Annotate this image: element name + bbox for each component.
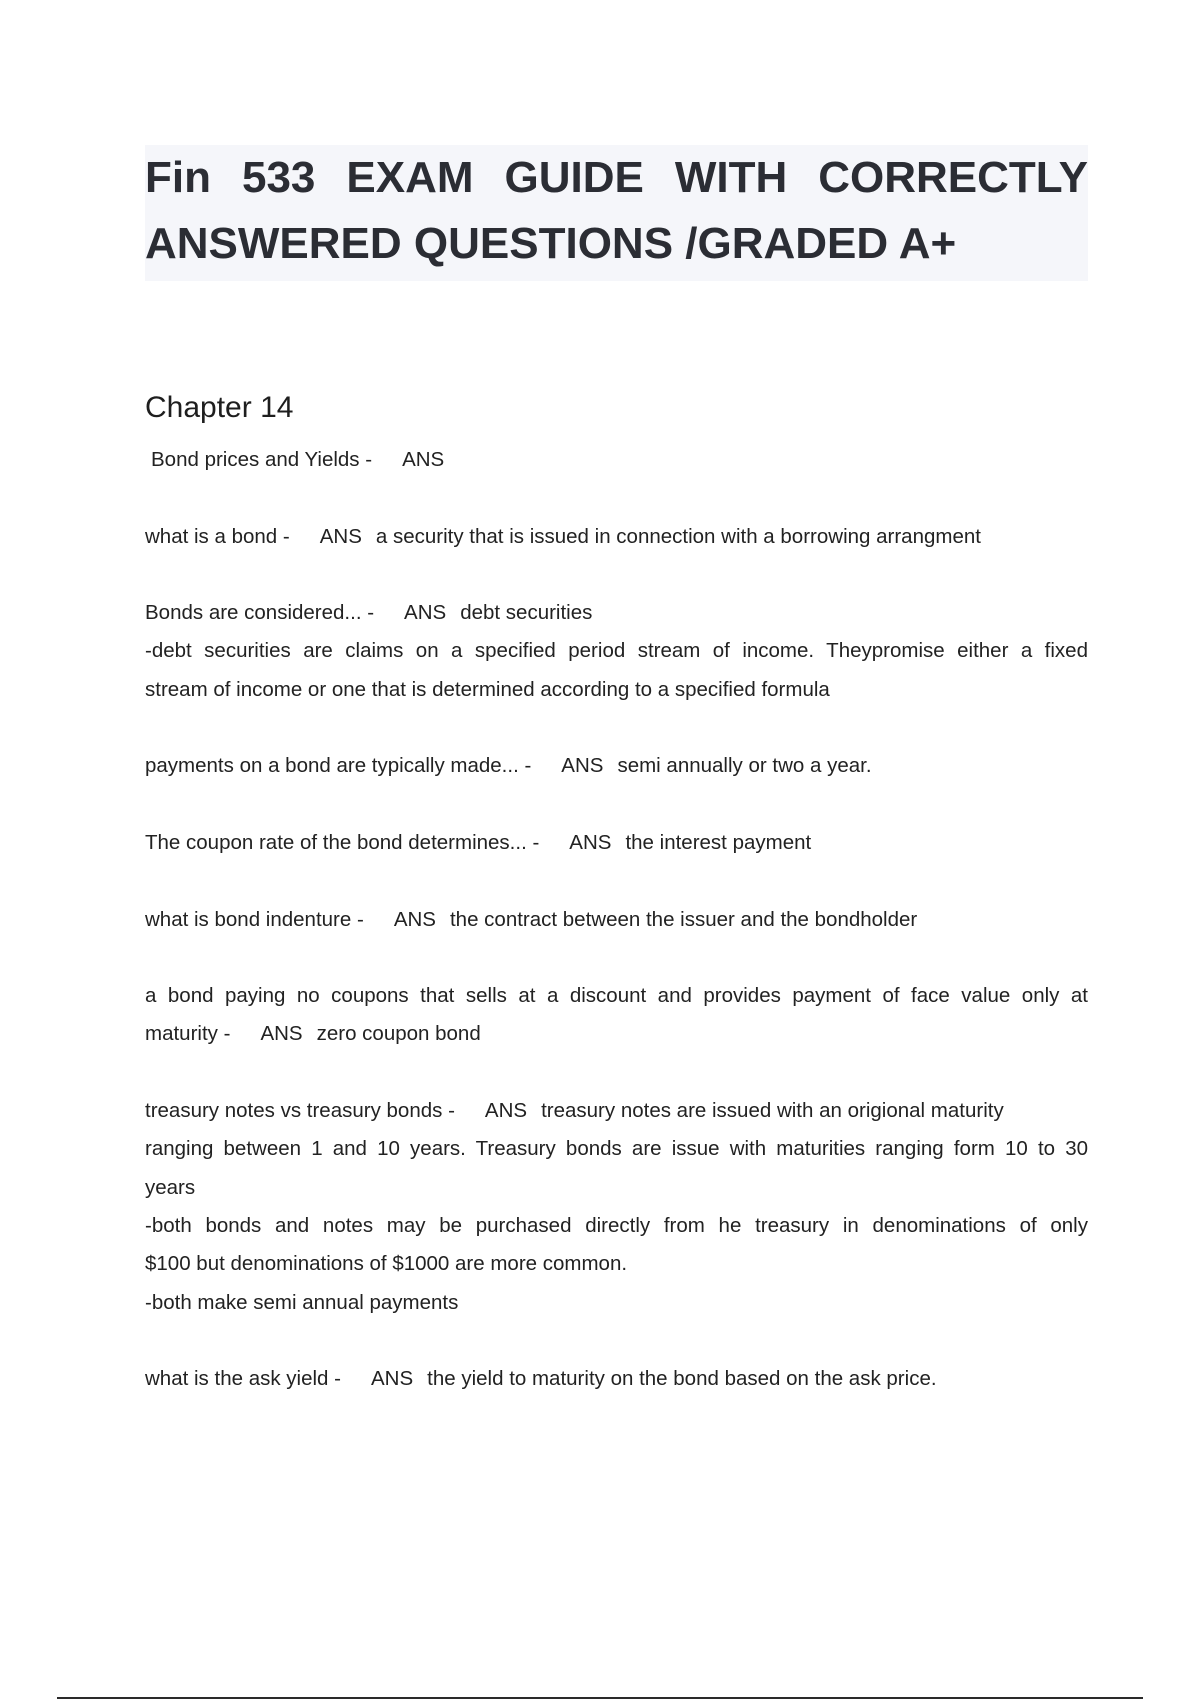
question-text: maturity - xyxy=(145,1022,231,1046)
question-text: Bond prices and Yields - xyxy=(151,448,373,471)
footer-divider xyxy=(57,1697,1143,1699)
ans-label: ANS xyxy=(370,1367,414,1391)
question-text: payments on a bond are typically made... - xyxy=(145,754,532,778)
qa-item xyxy=(145,1092,1088,1322)
chapter-heading: Chapter 14 xyxy=(145,391,294,424)
title-line-1 xyxy=(145,145,1088,211)
title-word: CORRECTLY xyxy=(818,153,1088,202)
qa-item xyxy=(145,441,1088,479)
ans-label: ANS xyxy=(402,448,445,471)
ans-label: ANS xyxy=(569,830,612,854)
answer-detail: -both bonds and notes may be purchased directly from he treasury in denominations of only xyxy=(145,1213,1088,1237)
answer-text: zero coupon bond xyxy=(316,1022,481,1046)
answer-text: debt securities xyxy=(460,601,593,625)
document-title xyxy=(145,145,1088,281)
ans-label: ANS xyxy=(260,1022,303,1046)
answer-text: semi annually or two a year. xyxy=(617,754,872,778)
answer-detail: years xyxy=(145,1175,196,1199)
answer-text: the interest payment xyxy=(625,830,812,854)
qa-list xyxy=(145,441,1088,1398)
answer-detail: -debt securities are claims on a specified period stream of income. Theypromise either a fixed xyxy=(145,639,1088,663)
question-text: what is the ask yield - xyxy=(145,1367,341,1391)
answer-detail: ranging between 1 and 10 years. Treasury bonds are issue with maturities ranging form 10 to 30 xyxy=(145,1137,1088,1161)
ans-label: ANS xyxy=(484,1099,528,1123)
title-word: WITH xyxy=(674,153,788,202)
answer-text: treasury notes are issued with an origional maturity xyxy=(541,1099,1004,1123)
ans-label: ANS xyxy=(404,601,447,625)
ans-label: ANS xyxy=(393,907,436,931)
title-word: 533 xyxy=(241,153,316,202)
ans-label: ANS xyxy=(561,754,604,778)
qa-item xyxy=(145,1360,1088,1398)
title-word: EXAM xyxy=(346,153,474,202)
ans-label: ANS xyxy=(319,524,362,548)
question-text: what is a bond - xyxy=(145,524,290,548)
question-text: The coupon rate of the bond determines... - xyxy=(145,830,540,854)
qa-item xyxy=(145,518,1088,556)
answer-text: a security that is issued in connection with a borrowing arrangment xyxy=(375,524,981,548)
qa-item xyxy=(145,901,1088,939)
question-text: a bond paying no coupons that sells at a discount and provides payment of face value only at xyxy=(145,984,1088,1008)
question-text: treasury notes vs treasury bonds - xyxy=(145,1099,455,1123)
answer-detail: $100 but denominations of $1000 are more common. xyxy=(145,1252,628,1276)
qa-item xyxy=(145,977,1088,1054)
answer-detail: stream of income or one that is determined according to a specified formula xyxy=(145,677,830,701)
qa-item xyxy=(145,594,1088,709)
title-line-2: ANSWERED QUESTIONS /GRADED A+ xyxy=(145,219,957,268)
question-text: what is bond indenture - xyxy=(145,907,364,931)
qa-item xyxy=(145,824,1088,862)
title-word: Fin xyxy=(145,153,211,202)
answer-text: the contract between the issuer and the bondholder xyxy=(449,907,918,931)
answer-text: the yield to maturity on the bond based on the ask price. xyxy=(427,1367,937,1391)
qa-item xyxy=(145,747,1088,785)
answer-detail: -both make semi annual payments xyxy=(145,1290,459,1314)
title-word: GUIDE xyxy=(504,153,644,202)
question-text: Bonds are considered... - xyxy=(145,601,375,625)
